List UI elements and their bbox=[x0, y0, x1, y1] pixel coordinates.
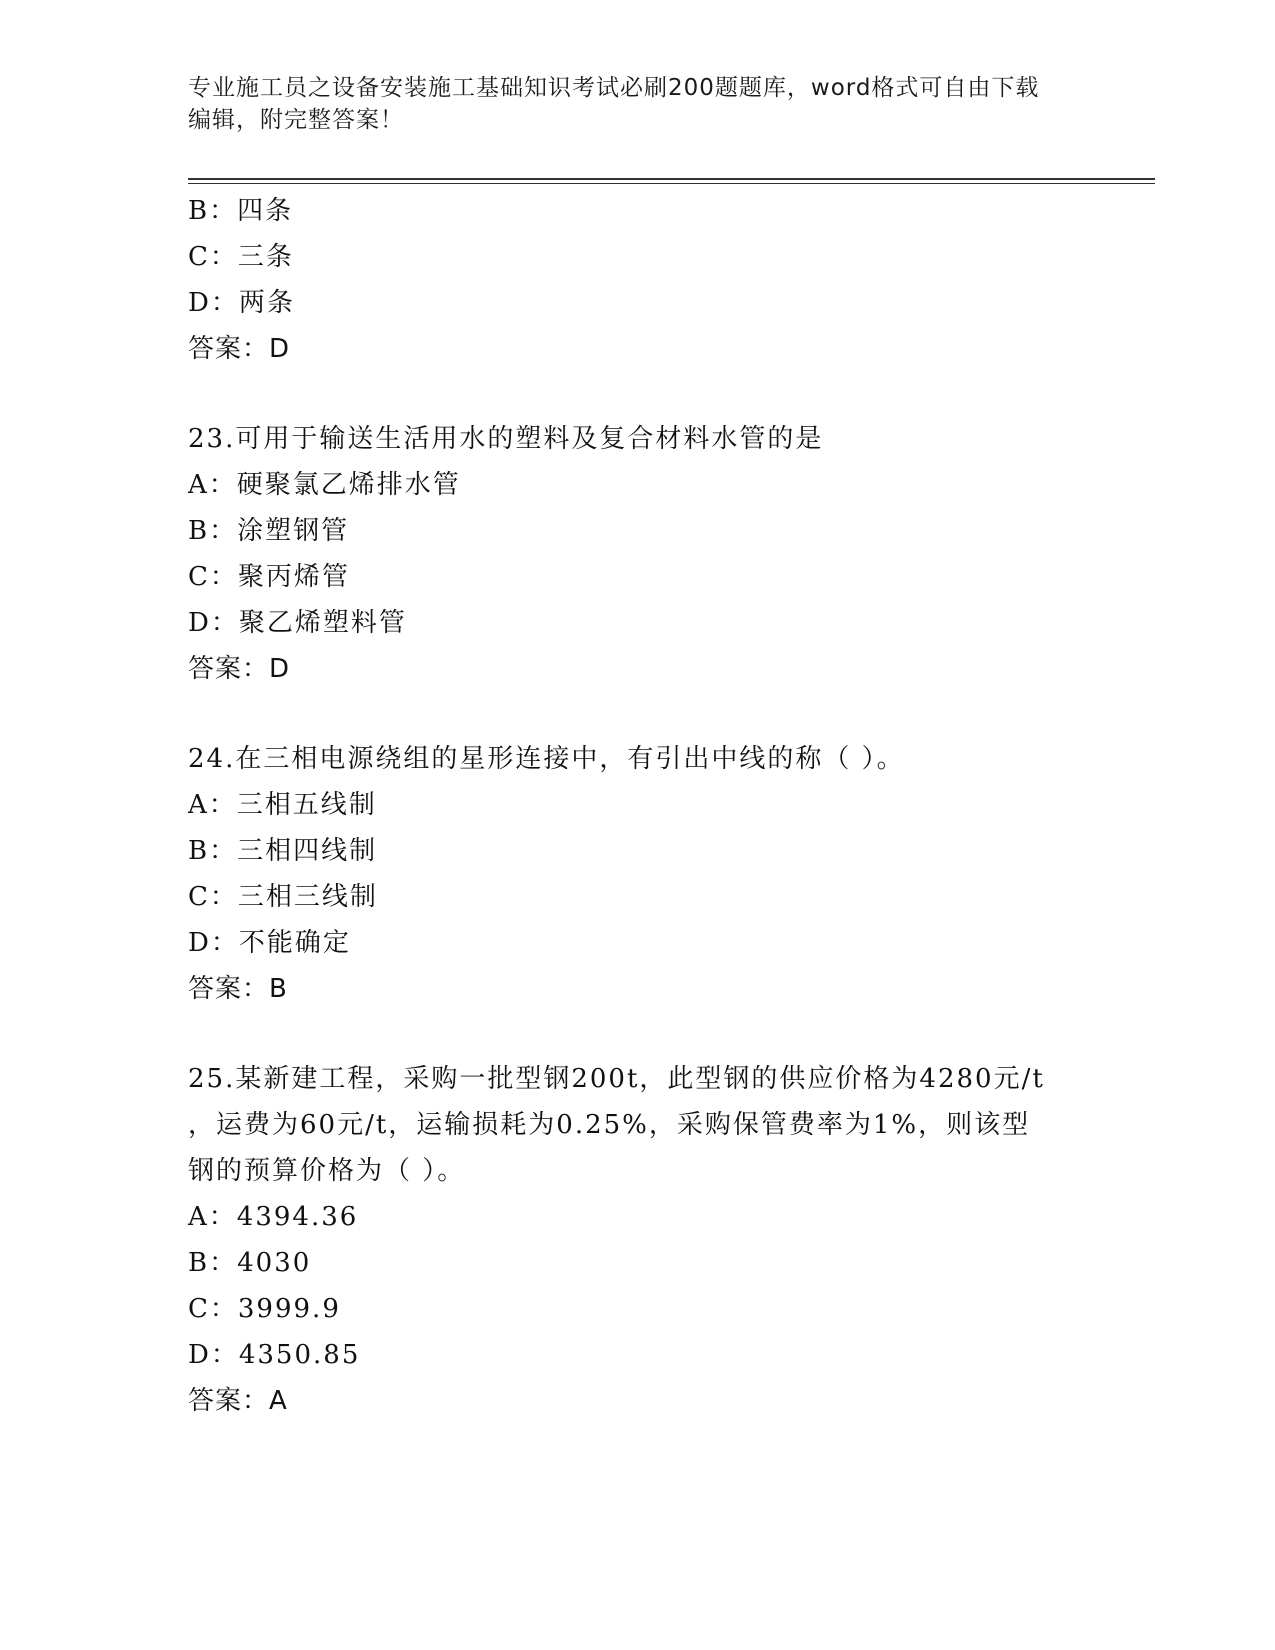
question-spacer bbox=[188, 1012, 1068, 1056]
option-d: D：不能确定 bbox=[188, 928, 351, 958]
option-d: D：聚乙烯塑料管 bbox=[188, 608, 407, 638]
option-c: C：三条 bbox=[188, 242, 294, 272]
option-b: B：四条 bbox=[188, 196, 294, 226]
question-25 bbox=[188, 1056, 1068, 1424]
question-spacer bbox=[188, 692, 1068, 736]
document-body bbox=[188, 188, 1068, 1424]
option-c: C：3999.9 bbox=[188, 1294, 341, 1324]
header-title-line-2: 编辑，附完整答案！ bbox=[188, 107, 404, 133]
header-divider-thick bbox=[188, 178, 1155, 180]
option-a: A：硬聚氯乙烯排水管 bbox=[188, 470, 461, 500]
question-24 bbox=[188, 736, 1068, 1012]
option-d: D：两条 bbox=[188, 288, 295, 318]
question-spacer bbox=[188, 372, 1068, 416]
answer-line: 答案：B bbox=[188, 974, 288, 1004]
option-b: B：4030 bbox=[188, 1248, 312, 1278]
question-stem-line-2: ，运费为60元/t，运输损耗为0.25%，采购保管费率为1%，则该型 bbox=[188, 1110, 1031, 1140]
answer-line: 答案：D bbox=[188, 654, 291, 684]
option-c: C：三相三线制 bbox=[188, 882, 378, 912]
option-d: D：4350.85 bbox=[188, 1340, 361, 1370]
option-b: B：三相四线制 bbox=[188, 836, 378, 866]
page-header bbox=[188, 72, 1068, 136]
option-c: C：聚丙烯管 bbox=[188, 562, 350, 592]
question-23 bbox=[188, 416, 1068, 692]
question-stem: 24.在三相电源绕组的星形连接中，有引出中线的称（ ）。 bbox=[188, 744, 905, 774]
question-22-continued bbox=[188, 188, 1068, 372]
header-title-line-1: 专业施工员之设备安装施工基础知识考试必刷200题题库，word格式可自由下载 bbox=[188, 75, 1040, 101]
answer-line: 答案：A bbox=[188, 1386, 288, 1416]
header-divider-thin bbox=[188, 183, 1155, 184]
question-stem-line-3: 钢的预算价格为（ ）。 bbox=[188, 1156, 466, 1186]
option-a: A：4394.36 bbox=[188, 1202, 359, 1232]
answer-line: 答案：D bbox=[188, 334, 291, 364]
option-b: B：涂塑钢管 bbox=[188, 516, 350, 546]
option-a: A：三相五线制 bbox=[188, 790, 377, 820]
question-stem: 23.可用于输送生活用水的塑料及复合材料水管的是 bbox=[188, 424, 824, 454]
question-stem-line-1: 25.某新建工程，采购一批型钢200t，此型钢的供应价格为4280元/t bbox=[188, 1064, 1045, 1094]
